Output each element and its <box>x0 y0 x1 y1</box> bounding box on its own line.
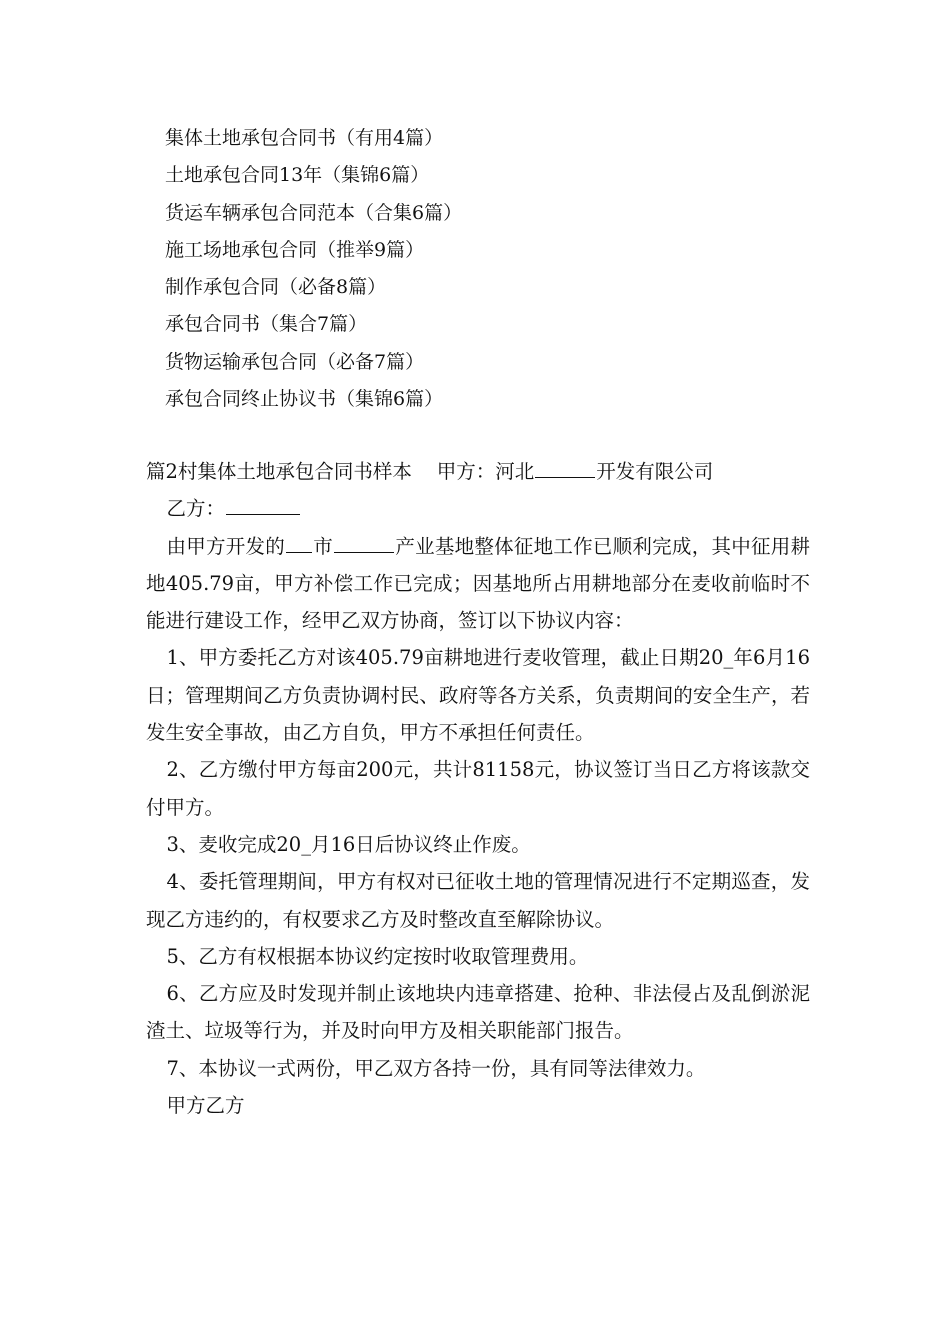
intro-text: 产业基地整体征地工作已顺利完成，其中征用耕地405.79亩，甲方补偿工作已完成；因基地所占用耕地部分在麦收前临时不能进行建设工作，经甲乙双方协商，签订以下协议内容： <box>146 534 810 633</box>
clause-3: 3、麦收完成20_月16日后协议终止作废。 <box>166 832 531 856</box>
contract-body <box>146 453 810 1124</box>
base-blank <box>334 531 394 552</box>
list-item: 土地承包合同13年（集锦6篇） <box>165 164 430 187</box>
list-item: 制作承包合同（必备8篇） <box>165 276 387 299</box>
clause-6: 6、乙方应及时发现并制止该地块内违章搭建、抢种、非法侵占及乱倒淤泥渣土、垃圾等行为，并及时向甲方及相关职能部门报告。 <box>146 982 810 1043</box>
list-item: 货物运输承包合同（必备7篇） <box>165 350 425 373</box>
clause-5: 5、乙方有权根据本协议约定按时收取管理费用。 <box>166 944 589 968</box>
list-item: 承包合同书（集合7篇） <box>165 313 368 336</box>
clause-4: 4、委托管理期间，甲方有权对已征收土地的管理情况进行不定期巡查，发现乙方违约的，有权要求乙方及时整改直至解除协议。 <box>146 870 810 931</box>
city-blank <box>286 531 312 552</box>
intro-text: 市 <box>313 534 334 558</box>
clause-1: 1、甲方委托乙方对该405.79亩耕地进行麦收管理，截止日期20_年6月16日；管理期间乙方负责协调村民、政府等各方关系，负责期间的安全生产，若发生安全事故，由乙方自负，甲方不承担任何责任。 <box>146 646 810 745</box>
party-a-suffix: 开发有限公司 <box>596 460 714 483</box>
article-heading-line <box>146 453 810 490</box>
list-item: 承包合同终止协议书（集锦6篇） <box>165 388 444 411</box>
article-heading: 篇2村集体土地承包合同书样本 <box>146 460 412 483</box>
clause-7: 7、本协议一式两份，甲乙双方各持一份，具有同等法律效力。 <box>166 1056 706 1080</box>
signature-line: 甲方乙方 <box>166 1094 245 1118</box>
party-b-label: 乙方： <box>166 497 225 521</box>
party-b-line <box>146 490 810 527</box>
intro-paragraph <box>146 528 810 640</box>
intro-text: 由甲方开发的 <box>166 534 286 558</box>
list-item: 施工场地承包合同（推举9篇） <box>165 238 425 261</box>
party-a-blank <box>535 457 595 478</box>
party-a-label: 甲方：河北 <box>436 460 535 483</box>
related-contracts-list <box>165 120 865 418</box>
party-b-blank <box>226 494 300 515</box>
list-item: 货运车辆承包合同范本（合集6篇） <box>165 201 463 224</box>
list-item: 集体土地承包合同书（有用4篇） <box>165 127 444 149</box>
clause-2: 2、乙方缴付甲方每亩200元，共计81158元，协议签订当日乙方将该款交付甲方。 <box>146 758 810 819</box>
